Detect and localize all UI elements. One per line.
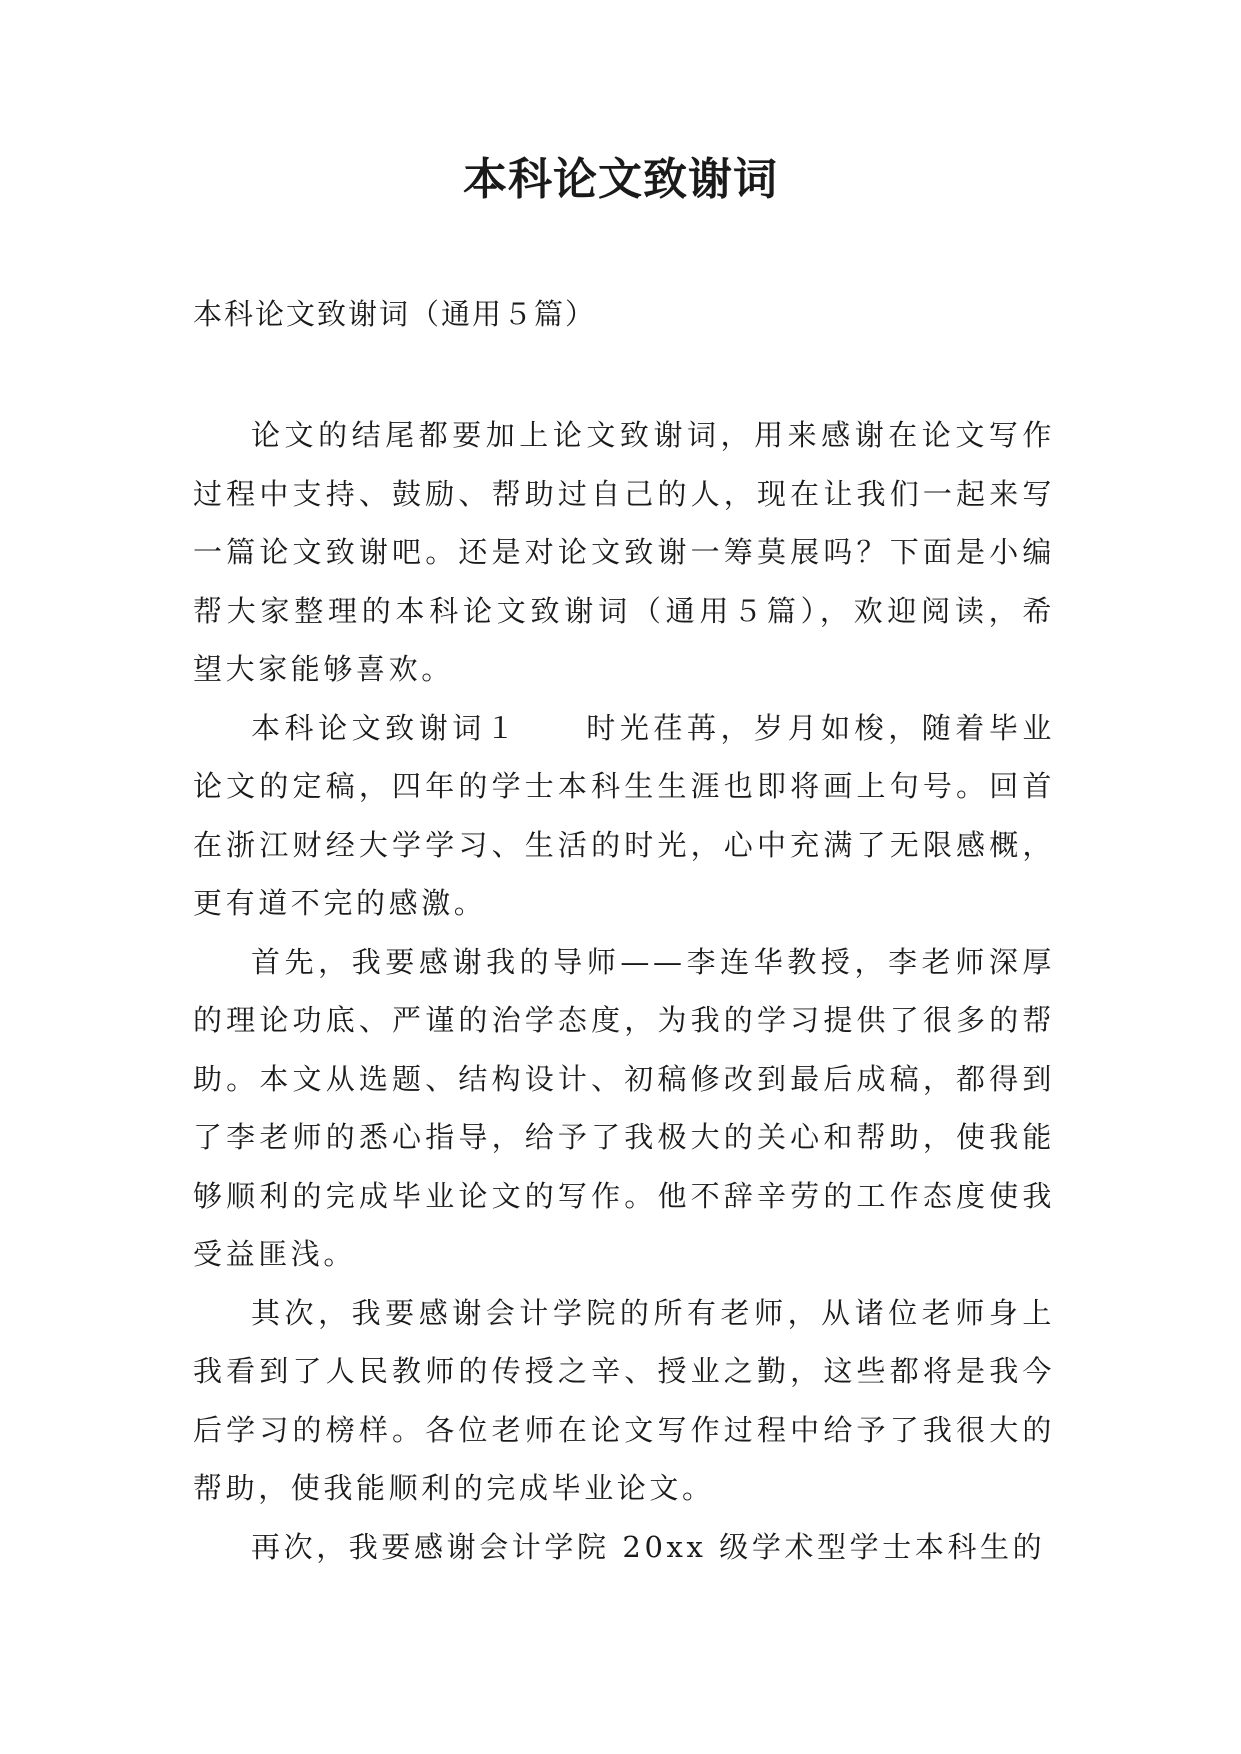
section-1-paragraph [193,699,1055,933]
thanks-advisor-paragraph: 首先，我要感谢我的导师——李连华教授，李老师深厚的理论功底、严谨的治学态度，为我的学习提供了很多的帮助。本文从选题、结构设计、初稿修改到最后成稿，都得到了李老师的悉心指导，给予了我极大的关心和帮助，使我能够顺利的完成毕业论文的写作。他不辞辛劳的工作态度使我受益匪浅。 [193,944,1055,1271]
intro-paragraph: 论文的结尾都要加上论文致谢词，用来感谢在论文写作过程中支持、鼓励、帮助过自己的人，现在让我们一起来写一篇论文致谢吧。还是对论文致谢一筹莫展吗？下面是小编帮大家整理的本科论文致谢词（通用５篇），欢迎阅读，希望大家能够喜欢。 [193,418,1055,686]
thanks-classmates-paragraph: 再次，我要感谢会计学院 20xx 级学术型学士本科生的 [251,1529,1046,1564]
section-1-label: 本科论文致谢词１ [251,710,520,745]
thanks-teachers-paragraph: 其次，我要感谢会计学院的所有老师，从诸位老师身上我看到了人民教师的传授之辛、授业之勤，这些都将是我今后学习的榜样。各位老师在论文写作过程中给予了我很大的帮助，使我能顺利的完成毕业论文。 [193,1295,1055,1505]
document-subtitle: 本科论文致谢词（通用５篇） [193,297,597,331]
section-1-first-text: 时光荏苒，岁月如梭，随着毕业论文的定稿，四年的学士本科生生涯也即将画上句号。回首在浙江财经大学学习、生活的时光，心中充满了无限感概，更有道不完的感激。 [193,710,1055,920]
document-body [193,406,1055,1576]
document-title: 本科论文致谢词 [463,154,778,205]
